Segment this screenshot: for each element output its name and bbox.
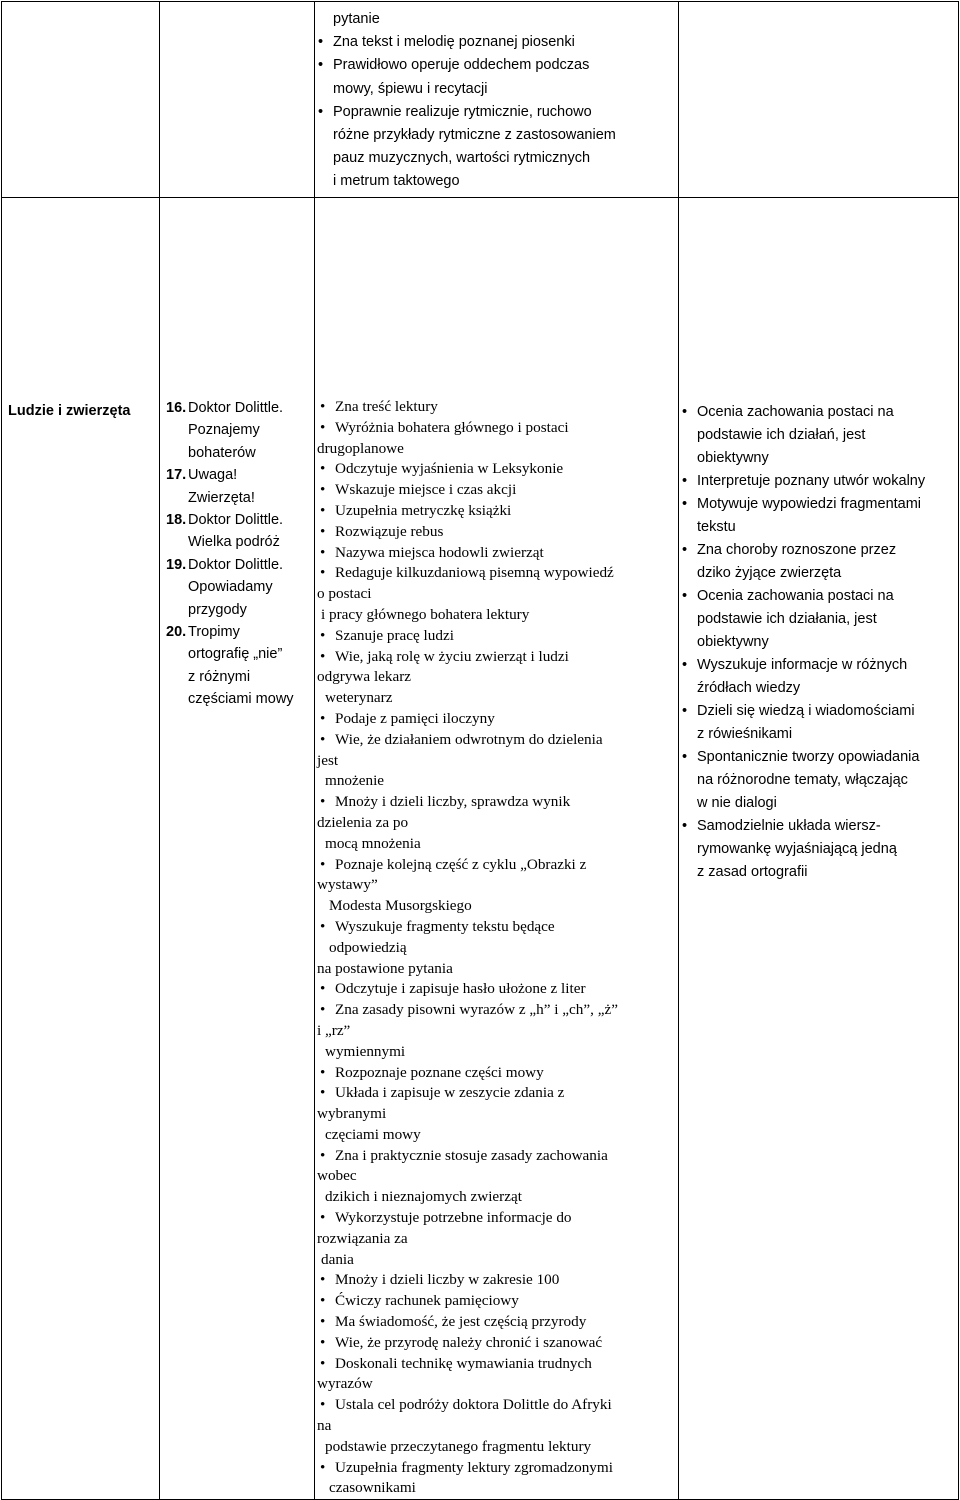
item-line: obiektywny [697,634,769,650]
table-row [2,198,959,1500]
continuation-text: pytanie [333,11,380,27]
item-line: mowy, śpiewu i recytacji [333,80,488,97]
lesson-line: z różnymi [188,668,251,685]
item-line: podstawie ich działania, jest [697,611,877,627]
lesson-line: przygody [188,601,247,618]
item-line: • Rozpoznaje poznane części mowy [335,1063,544,1081]
list-item [317,522,672,543]
lesson-line: Doktor Dolittle. [188,400,284,416]
item-line: • Odczytuje wyjaśnienia w Leksykonie [335,460,564,478]
item-line: częciami mowy [325,1125,421,1143]
item-line: • Wyszukuje fragmenty tekstu będące [335,917,555,935]
list-item [317,917,672,979]
item-line: mnożenie [325,772,385,790]
item-line: • Wie, że przyrodę należy chronić i szanować [335,1333,603,1351]
list-item [317,1395,672,1457]
item-line: i metrum taktowego [333,173,460,190]
item-line: pauz muzycznych, wartości rytmicznych [333,150,591,167]
lesson-line: częściami mowy [188,691,294,708]
item-line: dzikich i nieznajomych zwierząt [325,1188,522,1206]
lesson-number: 16. [166,400,187,416]
lesson-line: Poznajemy [188,422,260,439]
list-item [679,401,952,470]
lesson-line: Doktor Dolittle. [188,512,284,529]
table-row [2,2,959,198]
lesson-item [166,621,310,711]
list-item [317,480,672,501]
item-line: • Dzieli się wiedzą i wiadomościami [697,703,915,719]
list-item [315,101,672,194]
item-line: dziko żyjące zwierzęta [697,565,842,581]
lesson-text [188,464,255,509]
item-line: jest [317,751,339,769]
lesson-text [188,621,294,711]
list-item [317,855,672,917]
item-line: na postawione pytania [317,959,453,977]
lesson-item [166,509,310,554]
lesson-line: Uwaga! [188,467,238,484]
item-line: • Zna i praktycznie stosuje zasady zachowania [335,1146,608,1164]
item-line: • Uzupełnia metryczkę książki [335,501,512,519]
item-line: i „rz” [317,1021,351,1039]
list-item [317,792,672,854]
lesson-text [188,554,283,621]
item-line: mocą mnożenia [325,834,421,852]
item-line: z rówieśnikami [697,726,793,742]
list-item [679,815,952,884]
cell-lessons [160,198,315,1500]
list-item [679,539,952,585]
item-line: na różnorodne tematy, włączając [697,772,908,788]
list-item [317,397,672,418]
item-line: • Prawidłowo operuje oddechem podczas [333,57,590,74]
lesson-line: Opowiadamy [188,579,273,596]
list-item [317,730,672,792]
item-line: o postaci [317,585,372,603]
list-item [317,626,672,647]
item-line: • Zna zasady pisowni wyrazów z „h” i „ch”, „ż” [335,1001,618,1019]
item-line: drugoplanowe [317,439,404,457]
item-line: • Zna choroby roznoszone przez [697,542,897,558]
item-line: • Spontanicznie tworzy opowiadania [697,749,920,765]
list-item [317,1063,672,1084]
lesson-number: 20. [166,624,187,641]
list-item [317,1270,672,1291]
cell-basic-skills-top [315,2,679,198]
item-line: • Podaje z pamięci iloczyny [335,709,495,727]
item-line: • Wyróżnia bohatera głównego i postaci [335,418,569,436]
list-item [315,31,672,54]
item-line: rymowankę wyjaśniającą jedną [697,841,897,857]
cell-section-empty [2,2,160,198]
item-line: • Poprawnie realizuje rytmicznie, ruchowo [333,103,592,120]
list-item [317,1000,672,1062]
item-line: rozwiązania za [317,1229,408,1247]
list-item [317,647,672,709]
item-line: • Doskonali technikę wymawiania trudnych [335,1354,592,1372]
item-line: • Ocenia zachowania postaci na [697,404,894,420]
basic-skills-list [317,397,672,1499]
item-line: wybranymi [317,1105,387,1123]
item-line: podstawie ich działań, jest [697,427,866,443]
lesson-number: 17. [166,467,187,484]
item-line: • Mnoży i dzieli liczby w zakresie 100 [335,1271,560,1289]
item-line: odpowiedzią [329,938,407,956]
list-item [679,470,952,493]
list-item [317,709,672,730]
lesson-item [166,464,310,509]
item-line: na [317,1417,332,1435]
item-line: wymiennymi [325,1042,406,1060]
lesson-line: Tropimy [188,624,240,641]
list-item [679,654,952,700]
list-item [317,979,672,1000]
item-line: • Wyszukuje informacje w różnych [697,657,908,673]
lesson-line: Zwierzęta! [188,489,255,506]
item-line: obiektywny [697,450,769,466]
list-item [317,1354,672,1396]
cell-section [2,198,160,1500]
item-line: czasownikami [329,1479,416,1497]
item-line: i pracy głównego bohatera lektury [321,605,530,623]
list-item [679,700,952,746]
list-item [317,1333,672,1354]
lesson-text [188,397,283,464]
list-item [317,1083,672,1145]
list-item [679,585,952,654]
curriculum-table [1,1,959,1500]
item-line: w nie dialogi [697,795,777,811]
list-item [679,493,952,539]
item-line: • Nazywa miejsca hodowli zwierząt [335,543,544,561]
item-line: podstawie przeczytanego fragmentu lektury [325,1437,592,1455]
cell-basic-skills [315,198,679,1500]
list-item [317,1312,672,1333]
item-line: • Samodzielnie układa wiersz- [697,818,881,834]
item-line: • Mnoży i dzieli liczby, sprawdza wynik [335,793,571,811]
item-line: • Szanuje pracę ludzi [335,626,454,644]
section-title: Ludzie i zwierzęta [8,403,131,419]
list-item [317,1458,672,1500]
item-line: tekstu [697,519,736,535]
item-line: • Poznaje kolejną część z cyklu „Obrazki z [335,855,587,873]
item-line: • Uzupełnia fragmenty lektury zgromadzonymi [335,1458,613,1476]
item-line: • Ćwiczy rachunek pamięciowy [335,1292,519,1310]
list-item [317,543,672,564]
lesson-number: 18. [166,512,187,529]
lesson-line: bohaterów [188,444,256,461]
item-line: • Wie, że działaniem odwrotnym do dzielenia [335,730,603,748]
lesson-line: ortografię „nie” [188,646,283,663]
item-line: • Rozwiązuje rebus [335,522,444,540]
item-line: różne przykłady rytmiczne z zastosowaniem [333,127,616,144]
item-line: weterynarz [325,689,393,707]
item-line: • Wykorzystuje potrzebne informacje do [335,1209,572,1227]
item-line: odgrywa lekarz [317,668,412,686]
list-item [317,501,672,522]
lesson-line: Wielka podróż [188,534,280,551]
top-skills-list [315,31,672,193]
list-item [317,418,672,460]
extended-skills-list [679,401,952,884]
cell-extended-skills-top [679,2,959,198]
cell-extended-skills [679,198,959,1500]
item-line: • Ustala cel podróży doktora Dolittle do Afryki [335,1396,612,1414]
lesson-item [166,554,310,621]
item-line: • Motywuje wypowiedzi fragmentami [697,496,922,512]
list-item [317,459,672,480]
item-line: dania [321,1250,354,1268]
list-item [679,746,952,815]
item-line: • Ocenia zachowania postaci na [697,588,894,604]
item-line: Modesta Musorgskiego [329,897,472,915]
item-line: • Wie, jaką rolę w życiu zwierząt i ludzi [335,647,569,665]
item-line: dzielenia za po [317,813,409,831]
cell-lessons-empty [160,2,315,198]
item-line: • Zna treść lektury [335,398,438,415]
lesson-list [166,397,310,711]
item-line: • Interpretuje poznany utwór wokalny [697,473,926,489]
item-line: z zasad ortografii [697,864,808,880]
list-item [317,563,672,625]
list-item [315,54,672,100]
list-item [317,1291,672,1312]
item-line: wyrazów [317,1375,373,1393]
item-line: wystawy” [317,876,378,894]
list-item [317,1146,672,1208]
item-line: • Ma świadomość, że jest częścią przyrody [335,1313,587,1331]
item-line: • Wskazuje miejsce i czas akcji [335,481,517,499]
item-line: • Zna tekst i melodię poznanej piosenki [333,34,575,51]
list-item [317,1208,672,1270]
item-line: • Odczytuje i zapisuje hasło ułożone z liter [335,980,586,998]
item-line: • Redaguje kilkuzdaniową pisemną wypowiedź [335,564,614,582]
item-line: źródłach wiedzy [697,680,801,696]
lesson-number: 19. [166,556,187,573]
lesson-line: Doktor Dolittle. [188,556,284,573]
lesson-item [166,397,310,464]
item-line: wobec [317,1167,357,1185]
item-line: • Układa i zapisuje w zeszycie zdania z [335,1084,565,1102]
lesson-text [188,509,283,554]
